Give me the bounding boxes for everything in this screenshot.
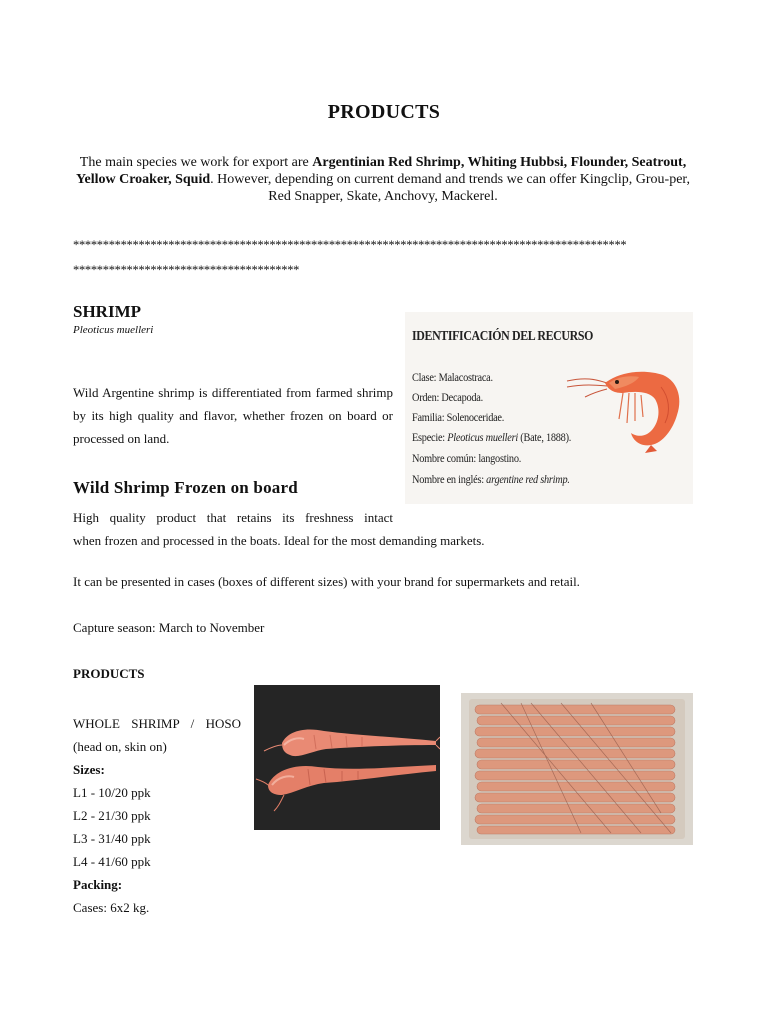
red-shrimp-illustration xyxy=(565,357,690,457)
shrimp-box-image xyxy=(461,693,693,845)
intro-rest: . However, depending on current demand and trends we can offer Kingclip, Grou-per, Red Snapper, Skate, Anchovy, Mackerel. xyxy=(210,172,691,204)
capture-season: Capture season: March to November xyxy=(73,620,265,635)
product-spec-list xyxy=(73,712,241,919)
identification-card-image xyxy=(405,312,693,504)
wild-shrimp-paragraph xyxy=(73,506,485,552)
shrimp-heading: SHRIMP xyxy=(73,302,141,321)
shrimp-description: Wild Argentine shrimp is differentiated from farmed shrimp by its high quality and flavor, whether frozen on board or processed on land. xyxy=(73,385,393,446)
card-nombre-ingles: Nombre en inglés: argentine red shrimp. xyxy=(412,472,570,486)
packing-value: Cases: 6x2 kg. xyxy=(73,900,150,915)
sizes-label: Sizes: xyxy=(73,762,105,777)
wild-line-1: High quality product that retains its freshness intact xyxy=(73,510,393,525)
size-item: L3 - 31/40 ppk xyxy=(73,831,151,846)
card-familia: Familia: Solenoceridae. xyxy=(412,410,505,424)
page-title: PRODUCTS xyxy=(327,101,441,123)
intro-lead: The main species we work for export are xyxy=(79,155,313,170)
item-detail: (head on, skin on) xyxy=(73,739,167,754)
box-of-shrimp-photo xyxy=(461,693,693,845)
separator-line-1: ********************************************************************************************* xyxy=(73,238,627,252)
intro-species: Argentinian Red Shrimp, Whiting Hubbsi, Flounder, Seatrout, Yellow Croaker, Squid xyxy=(75,155,687,187)
card-orden: Orden: Decapoda. xyxy=(412,390,483,404)
packing-label: Packing: xyxy=(73,877,123,892)
separator-line-2: ************************************** xyxy=(73,263,300,277)
intro-paragraph xyxy=(72,154,694,205)
size-item: L2 - 21/30 ppk xyxy=(73,808,151,823)
presentation-text: It can be presented in cases (boxes of different sizes) with your brand for supermarkets and retail. xyxy=(73,574,580,589)
size-item: L4 - 41/60 ppk xyxy=(73,854,151,869)
card-especie: Especie: Pleoticus muelleri (Bate, 1888). xyxy=(412,430,572,444)
wild-line-2: when frozen and processed in the boats. Ideal for the most demanding markets. xyxy=(73,533,485,548)
item-name: WHOLE SHRIMP / HOSO xyxy=(73,716,241,731)
scientific-name: Pleoticus muelleri xyxy=(73,324,154,336)
card-nombre-comun: Nombre común: langostino. xyxy=(412,451,522,465)
shrimp-on-slate-photo xyxy=(254,685,440,830)
size-item: L1 - 10/20 ppk xyxy=(73,785,151,800)
wild-shrimp-heading: Wild Shrimp Frozen on board xyxy=(73,478,298,497)
card-title: IDENTIFICACIÓN DEL RECURSO xyxy=(412,328,593,343)
shrimp-on-slate-image xyxy=(254,685,440,830)
card-clase: Clase: Malacostraca. xyxy=(412,370,493,384)
products-subheading: PRODUCTS xyxy=(73,666,145,681)
